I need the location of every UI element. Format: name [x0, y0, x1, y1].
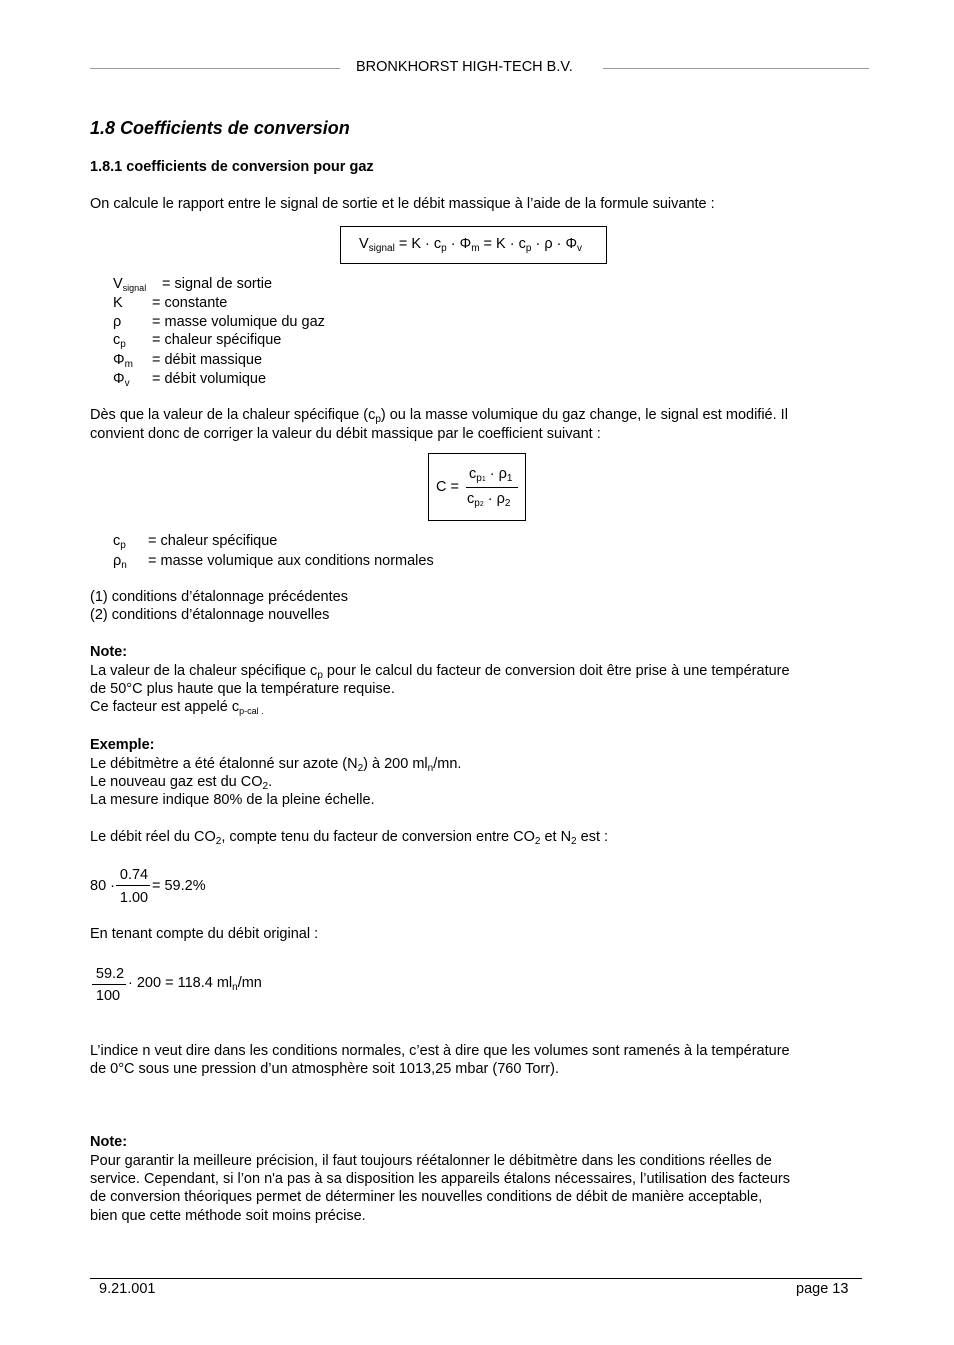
calc2-denominator: 100 [95, 988, 121, 1004]
formula-box-signal [340, 226, 607, 264]
legend-row: K [113, 295, 123, 311]
example-line1: Le débitmètre a été étalonné sur azote $(N_2)$ à 200 $ml_n/mn$. [90, 756, 462, 774]
index-note-line1: L’indice n veut dire dans les conditions normales, c’est à dire que les volumes sont ramenés à la température [90, 1043, 790, 1059]
legend-desc: = masse volumique du gaz [152, 314, 325, 330]
footer-doc-number: 9.21.001 [99, 1281, 156, 1297]
footer-page-number: page 13 [796, 1281, 849, 1297]
legend-row: $V_{signal}$ [113, 276, 147, 293]
calc1-numerator: 0.74 [119, 867, 149, 883]
formula-c-numerator: $c_{p1} \cdot \rho_1$ [469, 466, 513, 484]
calc2-fraction-bar [92, 984, 126, 985]
legend-row: $\Phi_v$ [113, 371, 130, 389]
condition-1: (1) conditions d’étalonnage précédentes [90, 589, 348, 605]
example-line2: Le nouveau gaz est du $CO_2$. [90, 774, 273, 792]
calc1-fraction-bar [116, 885, 150, 886]
section-subtitle: 1.8.1 coefficients de conversion pour gaz [90, 159, 374, 175]
formula-box-coefficient [428, 453, 526, 521]
header-company: BRONKHORST HIGH-TECH B.V. [356, 59, 573, 75]
legend-row: $c_p$ [113, 332, 126, 350]
note1-line1: La valeur de la chaleur spécifique $c_p$ pour le calcul du facteur de conversion doit être prise à une température [90, 663, 790, 681]
note1-line2: de 50°C plus haute que la température requise. [90, 681, 395, 697]
calc1-prefix: 80 · [90, 878, 115, 894]
formula-c-lhs: C = [436, 479, 459, 495]
note1-line3: Ce facteur est appelé $c_{p-cal .}$ [90, 699, 264, 716]
legend-desc: = chaleur spécifique [152, 332, 282, 348]
intro-text: On calcule le rapport entre le signal de sortie et le débit massique à l’aide de la formule suivante : [90, 196, 715, 212]
legend-row: $c_p$ [113, 533, 126, 551]
legend-row: ρ [113, 314, 122, 330]
legend-desc: = chaleur spécifique [148, 533, 278, 549]
index-note-line2: de 0°C sous une pression d’un atmosphère soit 1013,25 mbar (760 Torr). [90, 1061, 559, 1077]
example-label: Exemple: [90, 737, 155, 753]
formula-signal: $V_{signal} = K \cdot c_p \cdot \Phi_m = K \cdot c_p \cdot \rho \cdot \Phi_v$ [359, 236, 583, 254]
original-flow-text: En tenant compte du débit original : [90, 926, 319, 942]
legend-row: $\rho_n$ [113, 553, 127, 571]
note2-label: Note: [90, 1134, 128, 1150]
legend-desc: = débit massique [152, 352, 263, 368]
note1-label: Note: [90, 644, 128, 660]
paragraph-cp-change: Dès que la valeur de la chaleur spécifique $(c_p)$ ou la masse volumique du gaz change, le signal est modifié. Il [90, 407, 788, 425]
calc1-result: = 59.2% [152, 878, 206, 894]
calc2-numerator: 59.2 [95, 966, 125, 982]
note2-line2: service. Cependant, si l’on n'a pas à sa disposition les appareils étalons nécessaires, l’utilisation des facteurs [90, 1171, 790, 1187]
legend-desc: = constante [152, 295, 228, 311]
header-rule-right [603, 68, 869, 69]
legend-desc: = signal de sortie [162, 276, 273, 292]
legend-desc: = masse volumique aux conditions normales [148, 553, 434, 569]
legend-row: $\Phi_m$ [113, 352, 133, 370]
legend-desc: = débit volumique [152, 371, 267, 387]
calc2-result: · 200 = 118.4 $ml_n/mn$ [128, 975, 262, 993]
note2-line4: bien que cette méthode soit moins précise. [90, 1208, 366, 1224]
note2-line3: de conversion théoriques permet de déterminer les nouvelles conditions de débit de manière acceptable, [90, 1189, 763, 1205]
note2-line1: Pour garantir la meilleure précision, il faut toujours réétalonner le débitmètre dans les conditions réelles de [90, 1153, 772, 1169]
real-flow-text: Le débit réel du $CO_2$, compte tenu du facteur de conversion entre $CO_2$ et $N_2$ est : [90, 829, 609, 847]
section-title: 1.8 Coefficients de conversion [90, 118, 350, 138]
formula-c-fraction-bar [466, 487, 518, 488]
header-rule-left [90, 68, 340, 69]
calc1-denominator: 1.00 [119, 890, 149, 906]
formula-c-denominator: $c_{p2} \cdot \rho_2$ [467, 491, 511, 509]
example-line3: La mesure indique 80% de la pleine échelle. [90, 792, 375, 808]
paragraph-cp-change-line2: convient donc de corriger la valeur du débit massique par le coefficient suivant : [90, 426, 601, 442]
footer-rule [90, 1278, 862, 1279]
condition-2: (2) conditions d’étalonnage nouvelles [90, 607, 330, 623]
